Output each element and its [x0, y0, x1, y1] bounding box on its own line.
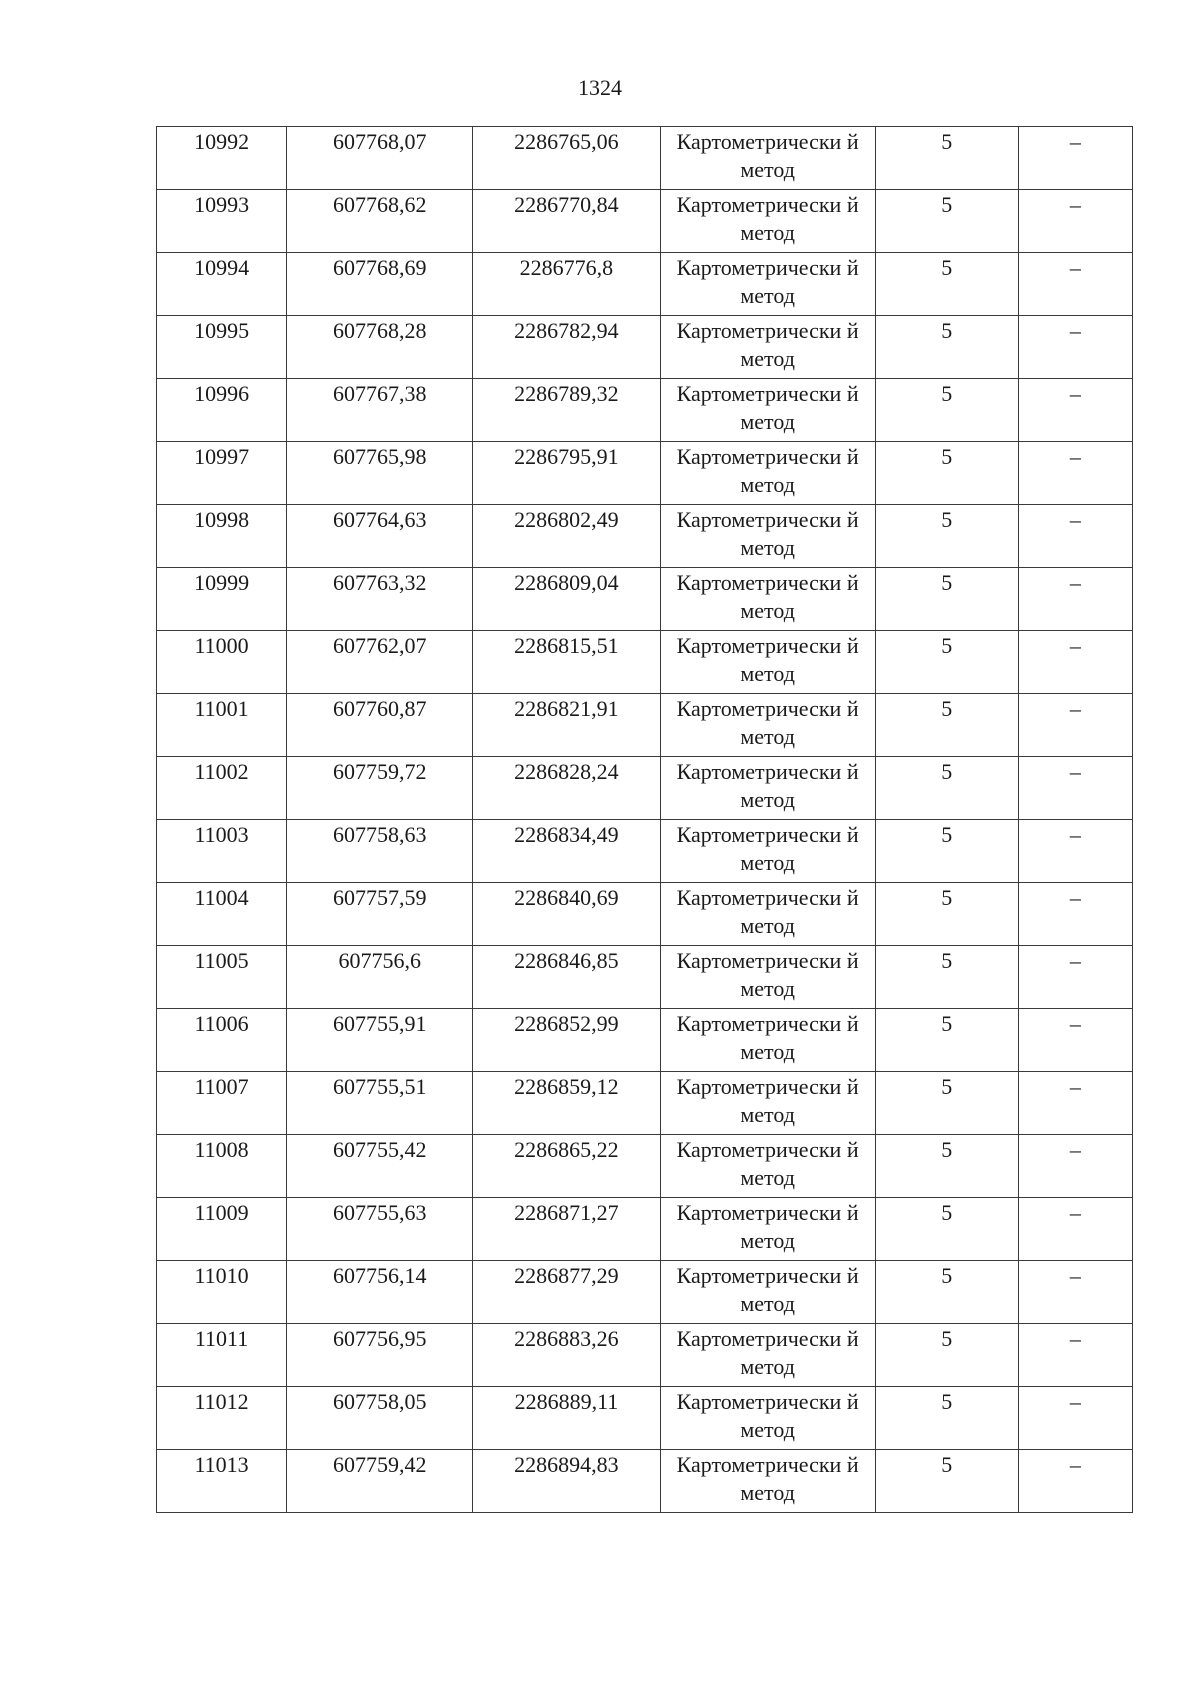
y-coordinate-cell-text: 2286802,49 — [514, 507, 619, 532]
point-number-cell-text: 11013 — [194, 1452, 249, 1477]
accuracy-cell-text: 5 — [941, 822, 953, 847]
x-coordinate-cell — [287, 442, 473, 505]
y-coordinate-cell-text: 2286815,51 — [514, 633, 619, 658]
method-cell-text: Картометрически й метод — [676, 1389, 859, 1442]
accuracy-cell-text: 5 — [941, 1200, 953, 1225]
accuracy-cell-text: 5 — [941, 1011, 953, 1036]
y-coordinate-cell-text: 2286846,85 — [514, 948, 619, 973]
y-coordinate-cell-text: 2286776,8 — [519, 255, 614, 280]
x-coordinate-cell-text: 607756,95 — [332, 1326, 427, 1351]
point-number-cell-text: 11006 — [194, 1011, 249, 1036]
x-coordinate-cell — [287, 820, 473, 883]
x-coordinate-cell-text: 607755,51 — [332, 1074, 427, 1099]
method-cell — [660, 1009, 875, 1072]
y-coordinate-cell-text: 2286840,69 — [514, 885, 619, 910]
x-coordinate-cell — [287, 127, 473, 190]
method-cell — [660, 757, 875, 820]
note-cell-text: – — [1069, 948, 1081, 973]
accuracy-cell — [875, 1324, 1018, 1387]
method-cell-text: Картометрически й метод — [676, 444, 859, 497]
x-coordinate-cell — [287, 1135, 473, 1198]
x-coordinate-cell-text: 607767,38 — [332, 381, 427, 406]
coordinates-table — [156, 126, 1133, 1513]
accuracy-cell-text: 5 — [941, 1074, 953, 1099]
method-cell-text: Картометрически й метод — [676, 318, 859, 371]
x-coordinate-cell — [287, 1009, 473, 1072]
accuracy-cell — [875, 1135, 1018, 1198]
table-row — [157, 883, 1133, 946]
y-coordinate-cell-text: 2286883,26 — [514, 1326, 619, 1351]
x-coordinate-cell-text: 607760,87 — [332, 696, 427, 721]
point-number-cell — [157, 1135, 287, 1198]
x-coordinate-cell-text: 607756,14 — [332, 1263, 427, 1288]
accuracy-cell-text: 5 — [941, 570, 953, 595]
point-number-cell — [157, 316, 287, 379]
point-number-cell-text: 10996 — [194, 381, 250, 406]
accuracy-cell — [875, 1009, 1018, 1072]
note-cell-text: – — [1069, 1326, 1081, 1351]
x-coordinate-cell-text: 607755,91 — [332, 1011, 427, 1036]
y-coordinate-cell-text: 2286782,94 — [514, 318, 619, 343]
page-number: 1324 — [578, 75, 622, 100]
point-number-cell-text: 10997 — [194, 444, 250, 469]
note-cell — [1018, 1198, 1132, 1261]
point-number-cell — [157, 505, 287, 568]
method-cell — [660, 883, 875, 946]
x-coordinate-cell-text: 607762,07 — [332, 633, 427, 658]
method-cell — [660, 1387, 875, 1450]
y-coordinate-cell — [473, 820, 660, 883]
y-coordinate-cell — [473, 442, 660, 505]
method-cell — [660, 946, 875, 1009]
note-cell-text: – — [1069, 1137, 1081, 1162]
note-cell-text: – — [1069, 633, 1081, 658]
y-coordinate-cell — [473, 505, 660, 568]
point-number-cell — [157, 631, 287, 694]
method-cell-text: Картометрически й метод — [676, 381, 859, 434]
table-row — [157, 379, 1133, 442]
method-cell — [660, 1072, 875, 1135]
note-cell — [1018, 631, 1132, 694]
note-cell-text: – — [1069, 885, 1081, 910]
x-coordinate-cell — [287, 316, 473, 379]
y-coordinate-cell — [473, 757, 660, 820]
accuracy-cell — [875, 127, 1018, 190]
point-number-cell — [157, 694, 287, 757]
accuracy-cell — [875, 631, 1018, 694]
method-cell — [660, 127, 875, 190]
note-cell — [1018, 946, 1132, 1009]
method-cell — [660, 190, 875, 253]
y-coordinate-cell-text: 2286865,22 — [514, 1137, 619, 1162]
x-coordinate-cell — [287, 757, 473, 820]
method-cell-text: Картометрически й метод — [676, 1011, 859, 1064]
y-coordinate-cell — [473, 1450, 660, 1513]
y-coordinate-cell — [473, 1387, 660, 1450]
accuracy-cell — [875, 820, 1018, 883]
note-cell-text: – — [1069, 570, 1081, 595]
method-cell — [660, 379, 875, 442]
accuracy-cell-text: 5 — [941, 444, 953, 469]
note-cell-text: – — [1069, 1263, 1081, 1288]
table-row — [157, 1072, 1133, 1135]
accuracy-cell-text: 5 — [941, 381, 953, 406]
x-coordinate-cell — [287, 1450, 473, 1513]
point-number-cell — [157, 253, 287, 316]
y-coordinate-cell — [473, 316, 660, 379]
accuracy-cell-text: 5 — [941, 633, 953, 658]
y-coordinate-cell-text: 2286809,04 — [514, 570, 619, 595]
accuracy-cell-text: 5 — [941, 129, 953, 154]
point-number-cell — [157, 1387, 287, 1450]
method-cell — [660, 694, 875, 757]
x-coordinate-cell — [287, 379, 473, 442]
table-row — [157, 631, 1133, 694]
y-coordinate-cell-text: 2286859,12 — [514, 1074, 619, 1099]
method-cell-text: Картометрически й метод — [676, 1137, 859, 1190]
method-cell — [660, 820, 875, 883]
note-cell-text: – — [1069, 1389, 1081, 1414]
x-coordinate-cell-text: 607765,98 — [332, 444, 427, 469]
x-coordinate-cell-text: 607764,63 — [332, 507, 427, 532]
accuracy-cell — [875, 316, 1018, 379]
method-cell-text: Картометрически й метод — [676, 1326, 859, 1379]
point-number-cell — [157, 127, 287, 190]
accuracy-cell-text: 5 — [941, 1452, 953, 1477]
note-cell-text: – — [1069, 444, 1081, 469]
point-number-cell-text: 11009 — [194, 1200, 249, 1225]
note-cell-text: – — [1069, 507, 1081, 532]
table-row — [157, 316, 1133, 379]
x-coordinate-cell — [287, 694, 473, 757]
note-cell-text: – — [1069, 255, 1081, 280]
method-cell-text: Картометрически й метод — [676, 255, 859, 308]
accuracy-cell-text: 5 — [941, 507, 953, 532]
method-cell — [660, 1135, 875, 1198]
note-cell — [1018, 1009, 1132, 1072]
y-coordinate-cell-text: 2286834,49 — [514, 822, 619, 847]
y-coordinate-cell — [473, 127, 660, 190]
x-coordinate-cell — [287, 1261, 473, 1324]
point-number-cell-text: 10995 — [194, 318, 250, 343]
y-coordinate-cell-text: 2286765,06 — [514, 129, 619, 154]
accuracy-cell-text: 5 — [941, 1389, 953, 1414]
point-number-cell — [157, 442, 287, 505]
method-cell — [660, 1198, 875, 1261]
point-number-cell — [157, 1324, 287, 1387]
accuracy-cell — [875, 1387, 1018, 1450]
method-cell — [660, 316, 875, 379]
method-cell-text: Картометрически й метод — [676, 1200, 859, 1253]
table-row — [157, 127, 1133, 190]
x-coordinate-cell-text: 607768,62 — [332, 192, 427, 217]
method-cell-text: Картометрически й метод — [676, 633, 859, 686]
y-coordinate-cell-text: 2286821,91 — [514, 696, 619, 721]
point-number-cell-text: 10999 — [194, 570, 250, 595]
y-coordinate-cell-text: 2286852,99 — [514, 1011, 619, 1036]
point-number-cell-text: 11004 — [194, 885, 249, 910]
x-coordinate-cell — [287, 1198, 473, 1261]
note-cell — [1018, 316, 1132, 379]
method-cell-text: Картометрически й метод — [676, 192, 859, 245]
note-cell-text: – — [1069, 759, 1081, 784]
x-coordinate-cell — [287, 1324, 473, 1387]
x-coordinate-cell — [287, 505, 473, 568]
x-coordinate-cell-text: 607755,63 — [332, 1200, 427, 1225]
note-cell-text: – — [1069, 381, 1081, 406]
point-number-cell — [157, 757, 287, 820]
point-number-cell — [157, 946, 287, 1009]
x-coordinate-cell-text: 607759,42 — [332, 1452, 427, 1477]
point-number-cell-text: 11001 — [194, 696, 249, 721]
y-coordinate-cell-text: 2286770,84 — [514, 192, 619, 217]
point-number-cell — [157, 568, 287, 631]
table-row — [157, 1387, 1133, 1450]
point-number-cell-text: 11007 — [194, 1074, 249, 1099]
note-cell — [1018, 820, 1132, 883]
note-cell — [1018, 442, 1132, 505]
y-coordinate-cell-text: 2286795,91 — [514, 444, 619, 469]
method-cell — [660, 631, 875, 694]
accuracy-cell-text: 5 — [941, 1263, 953, 1288]
y-coordinate-cell-text: 2286871,27 — [514, 1200, 619, 1225]
accuracy-cell-text: 5 — [941, 255, 953, 280]
method-cell-text: Картометрически й метод — [676, 129, 859, 182]
table-row — [157, 442, 1133, 505]
method-cell — [660, 1261, 875, 1324]
point-number-cell-text: 11010 — [194, 1263, 249, 1288]
method-cell — [660, 253, 875, 316]
table-row — [157, 1261, 1133, 1324]
x-coordinate-cell — [287, 946, 473, 1009]
point-number-cell — [157, 1261, 287, 1324]
table-row — [157, 505, 1133, 568]
accuracy-cell — [875, 1450, 1018, 1513]
accuracy-cell — [875, 1198, 1018, 1261]
table-row — [157, 694, 1133, 757]
point-number-cell-text: 11000 — [194, 633, 249, 658]
point-number-cell — [157, 1072, 287, 1135]
method-cell-text: Картометрически й метод — [676, 696, 859, 749]
y-coordinate-cell — [473, 1198, 660, 1261]
accuracy-cell — [875, 253, 1018, 316]
point-number-cell — [157, 190, 287, 253]
y-coordinate-cell — [473, 190, 660, 253]
note-cell — [1018, 379, 1132, 442]
accuracy-cell — [875, 946, 1018, 1009]
point-number-cell-text: 10994 — [194, 255, 250, 280]
accuracy-cell-text: 5 — [941, 1326, 953, 1351]
point-number-cell — [157, 1450, 287, 1513]
method-cell-text: Картометрически й метод — [676, 1074, 859, 1127]
note-cell — [1018, 505, 1132, 568]
point-number-cell — [157, 1198, 287, 1261]
y-coordinate-cell — [473, 946, 660, 1009]
y-coordinate-cell — [473, 883, 660, 946]
note-cell — [1018, 757, 1132, 820]
accuracy-cell-text: 5 — [941, 948, 953, 973]
accuracy-cell — [875, 442, 1018, 505]
note-cell-text: – — [1069, 318, 1081, 343]
note-cell-text: – — [1069, 1074, 1081, 1099]
y-coordinate-cell — [473, 1135, 660, 1198]
table-row — [157, 757, 1133, 820]
y-coordinate-cell — [473, 568, 660, 631]
table-row — [157, 253, 1133, 316]
y-coordinate-cell-text: 2286894,83 — [514, 1452, 619, 1477]
note-cell-text: – — [1069, 192, 1081, 217]
point-number-cell — [157, 1009, 287, 1072]
note-cell — [1018, 1072, 1132, 1135]
note-cell — [1018, 127, 1132, 190]
point-number-cell — [157, 883, 287, 946]
y-coordinate-cell — [473, 1324, 660, 1387]
x-coordinate-cell-text: 607758,05 — [332, 1389, 427, 1414]
accuracy-cell — [875, 379, 1018, 442]
note-cell — [1018, 1135, 1132, 1198]
note-cell — [1018, 1324, 1132, 1387]
point-number-cell-text: 11012 — [194, 1389, 249, 1414]
x-coordinate-cell — [287, 190, 473, 253]
point-number-cell-text: 11002 — [194, 759, 249, 784]
x-coordinate-cell-text: 607758,63 — [332, 822, 427, 847]
table-row — [157, 190, 1133, 253]
method-cell-text: Картометрически й метод — [676, 1452, 859, 1505]
y-coordinate-cell — [473, 1009, 660, 1072]
x-coordinate-cell — [287, 253, 473, 316]
method-cell — [660, 505, 875, 568]
accuracy-cell-text: 5 — [941, 885, 953, 910]
point-number-cell-text: 10998 — [194, 507, 250, 532]
table-row — [157, 1009, 1133, 1072]
method-cell-text: Картометрически й метод — [676, 822, 859, 875]
x-coordinate-cell-text: 607756,6 — [338, 948, 421, 973]
accuracy-cell-text: 5 — [941, 696, 953, 721]
point-number-cell-text: 11003 — [194, 822, 249, 847]
table-row — [157, 1450, 1133, 1513]
y-coordinate-cell — [473, 379, 660, 442]
y-coordinate-cell-text: 2286789,32 — [514, 381, 619, 406]
note-cell — [1018, 1261, 1132, 1324]
table-row — [157, 568, 1133, 631]
table-row — [157, 946, 1133, 1009]
note-cell — [1018, 568, 1132, 631]
x-coordinate-cell — [287, 1387, 473, 1450]
note-cell — [1018, 694, 1132, 757]
accuracy-cell — [875, 1261, 1018, 1324]
method-cell — [660, 442, 875, 505]
x-coordinate-cell-text: 607768,28 — [332, 318, 427, 343]
point-number-cell-text: 10992 — [194, 129, 250, 154]
method-cell-text: Картометрически й метод — [676, 570, 859, 623]
note-cell-text: – — [1069, 822, 1081, 847]
y-coordinate-cell — [473, 694, 660, 757]
y-coordinate-cell — [473, 253, 660, 316]
note-cell-text: – — [1069, 1452, 1081, 1477]
point-number-cell-text: 11005 — [194, 948, 249, 973]
note-cell-text: – — [1069, 1011, 1081, 1036]
accuracy-cell — [875, 1072, 1018, 1135]
table-row — [157, 1198, 1133, 1261]
method-cell — [660, 568, 875, 631]
note-cell — [1018, 190, 1132, 253]
table-row — [157, 1135, 1133, 1198]
x-coordinate-cell — [287, 883, 473, 946]
y-coordinate-cell-text: 2286877,29 — [514, 1263, 619, 1288]
table-row — [157, 820, 1133, 883]
note-cell-text: – — [1069, 1200, 1081, 1225]
x-coordinate-cell-text: 607757,59 — [332, 885, 427, 910]
accuracy-cell — [875, 883, 1018, 946]
method-cell-text: Картометрически й метод — [676, 507, 859, 560]
point-number-cell-text: 10993 — [194, 192, 250, 217]
method-cell-text: Картометрически й метод — [676, 948, 859, 1001]
accuracy-cell — [875, 190, 1018, 253]
point-number-cell-text: 11008 — [194, 1137, 249, 1162]
y-coordinate-cell — [473, 1072, 660, 1135]
method-cell — [660, 1450, 875, 1513]
method-cell-text: Картометрически й метод — [676, 759, 859, 812]
accuracy-cell-text: 5 — [941, 318, 953, 343]
x-coordinate-cell — [287, 631, 473, 694]
note-cell — [1018, 1450, 1132, 1513]
method-cell-text: Картометрически й метод — [676, 1263, 859, 1316]
accuracy-cell-text: 5 — [941, 192, 953, 217]
x-coordinate-cell-text: 607763,32 — [332, 570, 427, 595]
point-number-cell — [157, 379, 287, 442]
note-cell — [1018, 1387, 1132, 1450]
accuracy-cell — [875, 568, 1018, 631]
x-coordinate-cell — [287, 568, 473, 631]
note-cell — [1018, 253, 1132, 316]
accuracy-cell — [875, 694, 1018, 757]
point-number-cell-text: 11011 — [194, 1326, 249, 1351]
x-coordinate-cell — [287, 1072, 473, 1135]
point-number-cell — [157, 820, 287, 883]
accuracy-cell-text: 5 — [941, 1137, 953, 1162]
x-coordinate-cell-text: 607759,72 — [332, 759, 427, 784]
accuracy-cell-text: 5 — [941, 759, 953, 784]
note-cell-text: – — [1069, 129, 1081, 154]
y-coordinate-cell — [473, 631, 660, 694]
method-cell-text: Картометрически й метод — [676, 885, 859, 938]
y-coordinate-cell-text: 2286889,11 — [514, 1389, 619, 1414]
table-body — [157, 127, 1133, 1513]
x-coordinate-cell-text: 607768,69 — [332, 255, 427, 280]
accuracy-cell — [875, 505, 1018, 568]
y-coordinate-cell — [473, 1261, 660, 1324]
table-row — [157, 1324, 1133, 1387]
note-cell-text: – — [1069, 696, 1081, 721]
method-cell — [660, 1324, 875, 1387]
x-coordinate-cell-text: 607768,07 — [332, 129, 427, 154]
x-coordinate-cell-text: 607755,42 — [332, 1137, 427, 1162]
note-cell — [1018, 883, 1132, 946]
y-coordinate-cell-text: 2286828,24 — [514, 759, 619, 784]
accuracy-cell — [875, 757, 1018, 820]
